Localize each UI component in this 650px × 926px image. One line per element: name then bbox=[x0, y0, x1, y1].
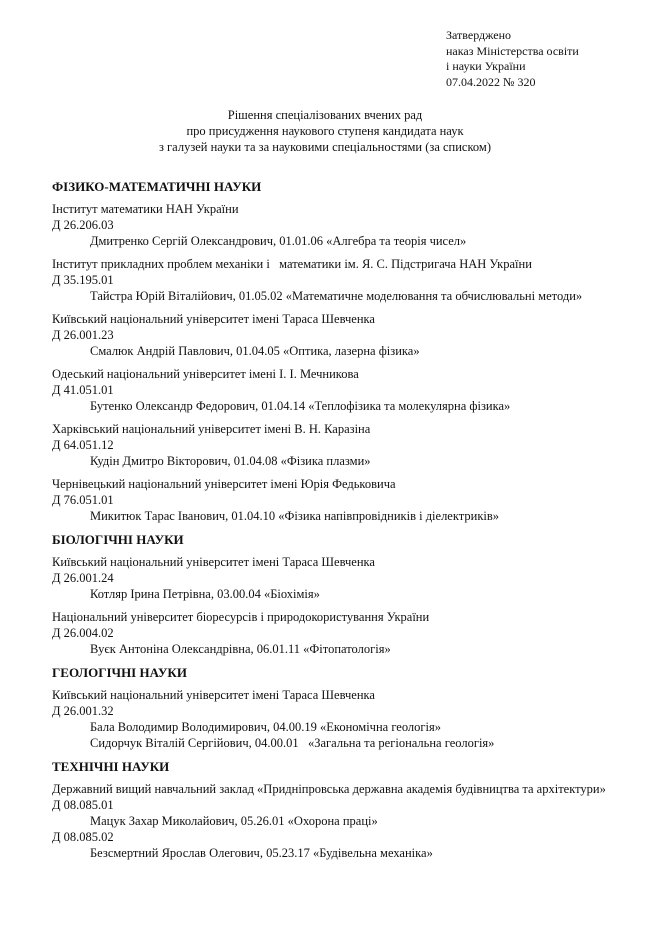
institution-entry bbox=[52, 311, 642, 359]
council-code: Д 26.001.23 bbox=[52, 328, 114, 342]
approval-line: і науки України bbox=[446, 59, 526, 73]
title-line: про присудження наукового ступеня кандидата наук bbox=[186, 124, 464, 138]
institution-entry bbox=[52, 256, 642, 304]
council-code: Д 26.001.24 bbox=[52, 571, 114, 585]
institution-entry bbox=[52, 554, 642, 602]
candidate-entry: Смалюк Андрій Павлович, 01.04.05 «Оптика, лазерна фізика» bbox=[90, 344, 420, 358]
candidate-entry: Микитюк Тарас Іванович, 01.04.10 «Фізика напівпровідників і діелектриків» bbox=[90, 509, 500, 523]
council-code: Д 26.001.32 bbox=[52, 704, 114, 718]
candidate-entry: Кудін Дмитро Вікторович, 01.04.08 «Фізика плазми» bbox=[90, 454, 371, 468]
institution-name: Харківський національний університет імені В. Н. Каразіна bbox=[52, 422, 371, 436]
title-line: Рішення спеціалізованих вчених рад bbox=[227, 108, 423, 122]
institution-name: Київський національний університет імені Тараса Шевченка bbox=[52, 312, 375, 326]
candidate-entry: Вуєк Антоніна Олександрівна, 06.01.11 «Фітопатологія» bbox=[90, 642, 391, 656]
institution-name: Київський національний університет імені Тараса Шевченка bbox=[52, 555, 375, 569]
institution-entry bbox=[52, 421, 642, 469]
council-code: Д 35.195.01 bbox=[52, 273, 114, 287]
approval-line: Затверджено bbox=[446, 28, 512, 42]
council-code: Д 08.085.01 bbox=[52, 798, 114, 812]
institution-entry bbox=[52, 687, 642, 751]
approval-line: наказ Міністерства освіти bbox=[446, 43, 579, 58]
candidate-entry: Бала Володимир Володимирович, 04.00.19 «Економічна геологія» bbox=[90, 720, 442, 734]
council-code: Д 64.051.12 bbox=[52, 438, 114, 452]
section-heading: ТЕХНІЧНІ НАУКИ bbox=[52, 759, 170, 774]
institution-name: Одеський національний університет імені І. І. Мечникова bbox=[52, 367, 359, 381]
institution-entry bbox=[52, 609, 642, 657]
document-title bbox=[0, 107, 650, 155]
institution-entry bbox=[52, 476, 642, 524]
institution-entry bbox=[52, 201, 642, 249]
council-code: Д 08.085.02 bbox=[52, 830, 114, 844]
section-biology bbox=[52, 531, 642, 657]
section-heading: БІОЛОГІЧНІ НАУКИ bbox=[52, 532, 184, 547]
institution-name: Державний вищий навчальний заклад «Придніпровська державна академія будівництва та архітектури» bbox=[52, 782, 606, 796]
candidate-entry: Котляр Ірина Петрівна, 03.00.04 «Біохімія» bbox=[90, 587, 320, 601]
section-technical bbox=[52, 758, 642, 861]
institution-entry bbox=[52, 366, 642, 414]
section-physics-math bbox=[52, 178, 642, 524]
candidate-entry: Тайстра Юрій Віталійович, 01.05.02 «Математичне моделювання та обчислювальні методи» bbox=[90, 289, 583, 303]
section-geology bbox=[52, 664, 642, 751]
council-code: Д 41.051.01 bbox=[52, 383, 114, 397]
section-heading: ГЕОЛОГІЧНІ НАУКИ bbox=[52, 665, 187, 680]
institution-name: Київський національний університет імені Тараса Шевченка bbox=[52, 688, 375, 702]
candidate-entry: Мацук Захар Миколайович, 05.26.01 «Охорона праці» bbox=[90, 814, 378, 828]
institution-name: Інститут прикладних проблем механіки і математики ім. Я. С. Підстригача НАН України bbox=[52, 257, 532, 271]
candidate-entry: Бутенко Олександр Федорович, 01.04.14 «Теплофізика та молекулярна фізика» bbox=[90, 399, 511, 413]
approval-line: 07.04.2022 № 320 bbox=[446, 74, 536, 89]
section-heading: ФІЗИКО-МАТЕМАТИЧНІ НАУКИ bbox=[52, 179, 262, 194]
document-content bbox=[52, 178, 642, 868]
title-line: з галузей науки та за науковими спеціальностями (за списком) bbox=[158, 140, 492, 154]
council-code: Д 76.051.01 bbox=[52, 493, 114, 507]
institution-name: Національний університет біоресурсів і природокористування України bbox=[52, 610, 430, 624]
institution-name: Чернівецький національний університет імені Юрія Федьковича bbox=[52, 477, 396, 491]
institution-name: Інститут математики НАН України bbox=[52, 202, 239, 216]
institution-entry bbox=[52, 781, 642, 861]
approval-stamp-block bbox=[446, 28, 579, 90]
council-code: Д 26.206.03 bbox=[52, 218, 114, 232]
candidate-entry: Сидорчук Віталій Сергійович, 04.00.01 «Загальна та регіональна геологія» bbox=[90, 736, 495, 750]
candidate-entry: Безсмертний Ярослав Олегович, 05.23.17 «Будівельна механіка» bbox=[90, 846, 433, 860]
council-code: Д 26.004.02 bbox=[52, 626, 114, 640]
candidate-entry: Дмитренко Сергій Олександрович, 01.01.06 «Алгебра та теорія чисел» bbox=[90, 234, 467, 248]
